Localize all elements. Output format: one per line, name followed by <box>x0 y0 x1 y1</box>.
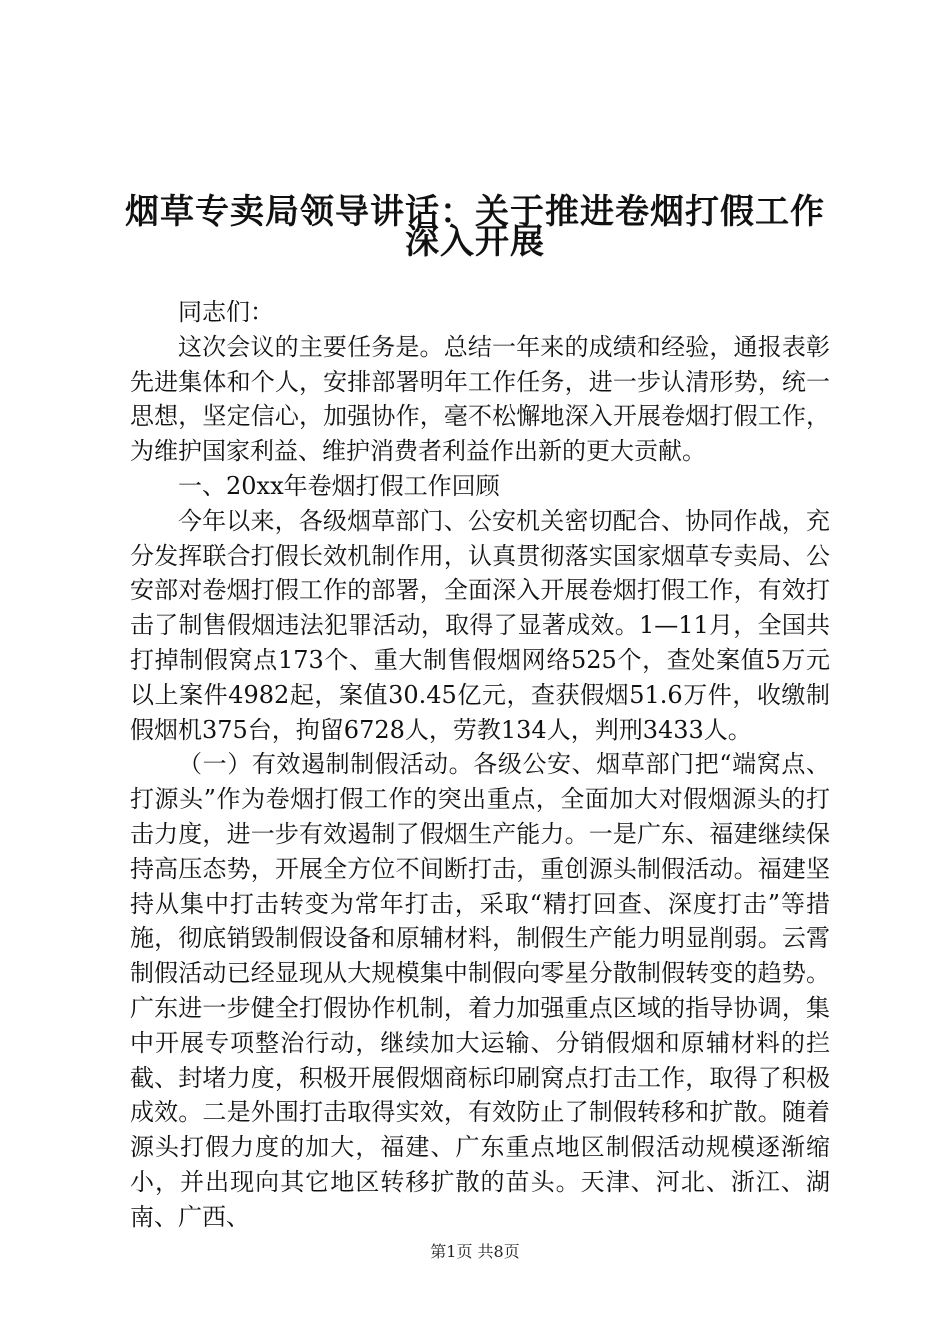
page-number-footer: 第1页 共8页 <box>430 1242 520 1261</box>
salutation: 同志们： <box>178 298 274 326</box>
paragraph: 今年以来，各级烟草部门、公安机关密切配合、协同作战，充分发挥联合打假长效机制作用，认真贯彻落实国家烟草专卖局、公安部对卷烟打假工作的部署，全面深入开展卷烟打假工作，有效打击了制售假烟违法犯罪活动，取得了显著成效。1—11月，全国共打掉制假窝点173个、重大制售假烟网络525个，查处案值5万元以上案件4982起，案值30.45亿元，查获假烟51.6万件，收缴制假烟机375台，拘留6728人，劳教134人，判刑3433人。 <box>130 506 830 744</box>
section-heading: 一、20xx年卷烟打假工作回顾 <box>178 471 500 500</box>
document-title-line-2: 深入开展 <box>405 222 545 262</box>
paragraph: 这次会议的主要任务是。总结一年来的成绩和经验，通报表彰先进集体和个人，安排部署明年工作任务，进一步认清形势，统一思想，坚定信心，加强协作，毫不松懈地深入开展卷烟打假工作，为维护国家利益、维护消费者利益作出新的更大贡献。 <box>130 332 830 466</box>
document-body <box>130 295 830 1235</box>
paragraph: （一）有效遏制制假活动。各级公安、烟草部门把“端窝点、打源头”作为卷烟打假工作的突出重点，全面加大对假烟源头的打击力度，进一步有效遏制了假烟生产能力。一是广东、福建继续保持高压态势，开展全方位不间断打击，重创源头制假活动。福建坚持从集中打击转变为常年打击，采取“精打回查、深度打击”等措施，彻底销毁制假设备和原辅材料，制假生产能力明显削弱。云霄制假活动已经显现从大规模集中制假向零星分散制假转变的趋势。广东进一步健全打假协作机制，着力加强重点区域的指导协调，集中开展专项整治行动，继续加大运输、分销假烟和原辅材料的拦截、封堵力度，积极开展假烟商标印刷窝点打击工作，取得了积极成效。二是外围打击取得实效，有效防止了制假转移和扩散。随着源头打假力度的加大，福建、广东重点地区制假活动规模逐渐缩小，并出现向其它地区转移扩散的苗头。天津、河北、浙江、湖南、广西、 <box>130 750 830 1231</box>
document-title-line-1: 烟草专卖局领导讲话：关于推进卷烟打假工作 <box>125 192 825 232</box>
